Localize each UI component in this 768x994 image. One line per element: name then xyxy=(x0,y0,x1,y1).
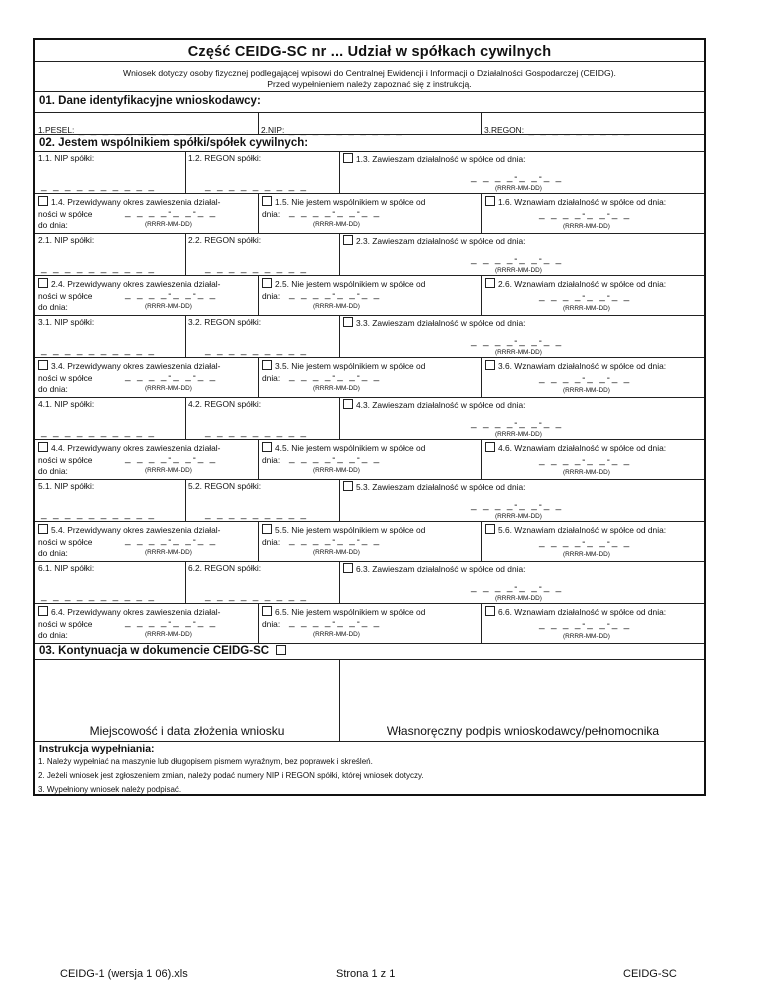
resume-checkbox[interactable] xyxy=(485,442,495,452)
suspend-date-input[interactable]: _ _ _ _-_ _-_ _ xyxy=(471,500,564,511)
suspend-label: 1.3. Zawieszam działalność w spółce od dnia: xyxy=(356,154,526,164)
resume-checkbox[interactable] xyxy=(485,524,495,534)
not-partner-option[interactable] xyxy=(262,442,425,453)
partnership-nip-input[interactable]: _ _ _ _ _ _ _ _ _ _ xyxy=(41,345,156,356)
date-format-hint: (RRRR-MM-DD) xyxy=(145,549,192,556)
suspend-checkbox[interactable] xyxy=(343,481,353,491)
regon-field[interactable] xyxy=(484,120,631,138)
suspend-label: 5.3. Zawieszam działalność w spółce od dnia: xyxy=(356,482,526,492)
not-partner-date-input[interactable]: _ _ _ _-_ _-_ _ xyxy=(289,207,382,218)
not-partner-checkbox[interactable] xyxy=(262,442,272,452)
partnership-nip-label: 1.1. NIP spółki: xyxy=(38,153,95,163)
pesel-label: 1.PESEL: xyxy=(38,125,75,135)
date-format-hint: (RRRR-MM-DD) xyxy=(313,549,360,556)
date-format-hint: (RRRR-MM-DD) xyxy=(313,385,360,392)
date-format-hint: (RRRR-MM-DD) xyxy=(145,385,192,392)
suspend-activity-option[interactable] xyxy=(343,481,525,492)
date-format-hint: (RRRR-MM-DD) xyxy=(495,431,542,438)
divider xyxy=(185,233,186,275)
signature-field[interactable]: Własnoręczny podpis wnioskodawcy/pełnomocnika xyxy=(386,724,660,738)
divider xyxy=(35,741,704,742)
suspend-label: 2.3. Zawieszam działalność w spółce od dnia: xyxy=(356,236,526,246)
partnership-nip-label: 6.1. NIP spółki: xyxy=(38,563,95,573)
suspension-period-checkbox[interactable] xyxy=(38,524,48,534)
resume-checkbox[interactable] xyxy=(485,606,495,616)
suspension-period-label: 4.4. Przewidywany okres zawieszenia działal- xyxy=(51,443,221,453)
not-partner-checkbox[interactable] xyxy=(262,360,272,370)
divider xyxy=(35,561,704,562)
partnership-nip-input[interactable]: _ _ _ _ _ _ _ _ _ _ xyxy=(41,181,156,192)
suspension-period-label: 5.4. Przewidywany okres zawieszenia działal- xyxy=(51,525,221,535)
suspension-period-option[interactable] xyxy=(38,442,220,453)
pesel-blanks: _ _ _ _ _ _ _ _ _ _ _ xyxy=(78,125,206,136)
divider xyxy=(35,357,704,358)
form-description: Wniosek dotyczy osoby fizycznej podlegającej wpisowi do Centralnej Ewidencji i Informacji o Działalności Gospodarczej (CEIDG). xyxy=(123,68,616,78)
divider xyxy=(35,603,704,604)
partnership-nip-input[interactable]: _ _ _ _ _ _ _ _ _ _ xyxy=(41,427,156,438)
date-format-hint: (RRRR-MM-DD) xyxy=(563,387,610,394)
suspension-end-date-input[interactable]: _ _ _ _-_ _-_ _ xyxy=(125,453,218,464)
divider xyxy=(258,112,259,134)
suspension-period-option[interactable] xyxy=(38,360,220,371)
suspension-period-option[interactable] xyxy=(38,196,220,207)
resume-date-input[interactable]: _ _ _ _-_ _-_ _ xyxy=(539,209,632,220)
section-03-label: 03. Kontynuacja w dokumencie CEIDG-SC xyxy=(39,645,270,657)
divider xyxy=(35,275,704,276)
partnership-regon-input[interactable]: _ _ _ _ _ _ _ _ _ xyxy=(205,509,308,520)
divider xyxy=(35,439,704,440)
partnership-regon-input[interactable]: _ _ _ _ _ _ _ _ _ xyxy=(205,591,308,602)
section-03-heading xyxy=(39,645,289,657)
regon-blanks: _ _ _ _ _ _ _ _ _ xyxy=(528,125,632,136)
divider xyxy=(35,315,704,316)
divider xyxy=(339,479,340,521)
suspension-period-label-cont: ności w spółce xyxy=(38,373,93,383)
pesel-field[interactable] xyxy=(38,120,206,138)
suspension-period-label: 2.4. Przewidywany okres zawieszenia działal- xyxy=(51,279,221,289)
date-format-hint: (RRRR-MM-DD) xyxy=(495,513,542,520)
regon-label: 3.REGON: xyxy=(484,125,525,135)
date-format-hint: (RRRR-MM-DD) xyxy=(563,305,610,312)
partnership-nip-input[interactable]: _ _ _ _ _ _ _ _ _ _ xyxy=(41,591,156,602)
suspension-period-label-cont: do dnia: xyxy=(38,384,68,394)
divider xyxy=(35,233,704,234)
suspend-checkbox[interactable] xyxy=(343,153,353,163)
date-format-hint: (RRRR-MM-DD) xyxy=(495,349,542,356)
suspend-date-input[interactable]: _ _ _ _-_ _-_ _ xyxy=(471,336,564,347)
resume-activity-option[interactable] xyxy=(485,524,666,535)
partnership-nip-label: 5.1. NIP spółki: xyxy=(38,481,95,491)
resume-label: 4.6. Wznawiam działalność w spółce od dnia: xyxy=(498,443,667,453)
resume-label: 6.6. Wznawiam działalność w spółce od dnia: xyxy=(498,607,667,617)
partnership-regon-input[interactable]: _ _ _ _ _ _ _ _ _ xyxy=(205,181,308,192)
divider xyxy=(185,397,186,439)
partnership-regon-label: 3.2. REGON spółki: xyxy=(188,317,262,327)
partnership-regon-label: 5.2. REGON spółki: xyxy=(188,481,262,491)
divider xyxy=(339,561,340,603)
partnership-regon-label: 2.2. REGON spółki: xyxy=(188,235,262,245)
instruction-item: 2. Jeżeli wniosek jest zgłoszeniem zmian, należy podać numery NIP i REGON spółki, której wniosek dotyczy. xyxy=(38,771,424,780)
resume-activity-option[interactable] xyxy=(485,360,666,371)
ceidg-sc-form xyxy=(33,38,706,796)
divider xyxy=(35,151,704,152)
not-partner-option[interactable] xyxy=(262,606,425,617)
suspend-activity-option[interactable] xyxy=(343,399,525,410)
not-partner-option[interactable] xyxy=(262,196,425,207)
divider xyxy=(481,275,482,315)
divider xyxy=(481,357,482,397)
suspend-label: 6.3. Zawieszam działalność w spółce od dnia: xyxy=(356,564,526,574)
not-partner-label: 3.5. Nie jestem wspólnikiem w spółce od xyxy=(275,361,426,371)
resume-label: 5.6. Wznawiam działalność w spółce od dnia: xyxy=(498,525,667,535)
not-partner-checkbox[interactable] xyxy=(262,278,272,288)
date-format-hint: (RRRR-MM-DD) xyxy=(313,467,360,474)
date-format-hint: (RRRR-MM-DD) xyxy=(563,633,610,640)
footer-page-number: Strona 1 z 1 xyxy=(336,968,396,980)
not-partner-option[interactable] xyxy=(262,360,425,371)
nip-blanks: _ _ _ _ _ _ _ _ _ _ xyxy=(288,125,404,136)
not-partner-date-input[interactable]: _ _ _ _-_ _-_ _ xyxy=(289,535,382,546)
divider xyxy=(258,275,259,315)
suspension-end-date-input[interactable]: _ _ _ _-_ _-_ _ xyxy=(125,617,218,628)
suspend-activity-option[interactable] xyxy=(343,317,525,328)
divider xyxy=(481,603,482,643)
suspend-date-input[interactable]: _ _ _ _-_ _-_ _ xyxy=(471,254,564,265)
instructions-heading: Instrukcja wypełniania: xyxy=(39,743,155,755)
suspension-period-label-cont: ności w spółce xyxy=(38,291,93,301)
divider xyxy=(35,193,704,194)
form-instruction-note: Przed wypełnieniem należy zapoznać się z instrukcją. xyxy=(267,79,472,89)
divider xyxy=(339,233,340,275)
date-format-hint: (RRRR-MM-DD) xyxy=(145,631,192,638)
divider xyxy=(481,112,482,134)
divider xyxy=(35,479,704,480)
divider xyxy=(339,315,340,357)
not-partner-date-input[interactable]: _ _ _ _-_ _-_ _ xyxy=(289,617,382,628)
suspension-period-checkbox[interactable] xyxy=(38,278,48,288)
date-format-hint: (RRRR-MM-DD) xyxy=(495,185,542,192)
date-format-hint: (RRRR-MM-DD) xyxy=(145,221,192,228)
date-format-hint: (RRRR-MM-DD) xyxy=(563,223,610,230)
suspension-period-checkbox[interactable] xyxy=(38,606,48,616)
divider xyxy=(35,659,704,660)
nip-label: 2.NIP: xyxy=(261,125,285,135)
suspension-period-option[interactable] xyxy=(38,606,220,617)
resume-date-input[interactable]: _ _ _ _-_ _-_ _ xyxy=(539,619,632,630)
suspension-end-date-input[interactable]: _ _ _ _-_ _-_ _ xyxy=(125,535,218,546)
divider xyxy=(185,479,186,521)
date-format-hint: (RRRR-MM-DD) xyxy=(313,221,360,228)
date-format-hint: (RRRR-MM-DD) xyxy=(563,551,610,558)
date-format-hint: (RRRR-MM-DD) xyxy=(563,469,610,476)
divider xyxy=(481,521,482,561)
resume-date-input[interactable]: _ _ _ _-_ _-_ _ xyxy=(539,373,632,384)
suspension-period-label: 6.4. Przewidywany okres zawieszenia działal- xyxy=(51,607,221,617)
instruction-item: 1. Należy wypełniać na maszynie lub długopisem pismem wyraźnym, bez poprawek i skreśleń. xyxy=(38,757,373,766)
divider xyxy=(258,193,259,233)
date-format-hint: (RRRR-MM-DD) xyxy=(145,303,192,310)
suspension-end-date-input[interactable]: _ _ _ _-_ _-_ _ xyxy=(125,207,218,218)
form-title: Część CEIDG-SC nr ... Udział w spółkach cywilnych xyxy=(187,44,552,60)
resume-date-input[interactable]: _ _ _ _-_ _-_ _ xyxy=(539,291,632,302)
partnership-regon-input[interactable]: _ _ _ _ _ _ _ _ _ xyxy=(205,263,308,274)
divider xyxy=(258,439,259,479)
suspension-period-label-cont: ności w spółce xyxy=(38,619,93,629)
instruction-item: 3. Wypełniony wniosek należy podpisać. xyxy=(38,785,182,794)
suspension-period-label: 1.4. Przewidywany okres zawieszenia działal- xyxy=(51,197,221,207)
section-01-heading: 01. Dane identyfikacyjne wnioskodawcy: xyxy=(39,95,261,107)
suspension-period-label-cont: do dnia: xyxy=(38,548,68,558)
not-partner-label-cont: dnia: xyxy=(262,619,281,629)
suspension-period-label: 3.4. Przewidywany okres zawieszenia działal- xyxy=(51,361,221,371)
suspend-checkbox[interactable] xyxy=(343,563,353,573)
resume-checkbox[interactable] xyxy=(485,360,495,370)
divider xyxy=(185,315,186,357)
partnership-nip-input[interactable]: _ _ _ _ _ _ _ _ _ _ xyxy=(41,509,156,520)
divider xyxy=(35,61,704,62)
resume-label: 3.6. Wznawiam działalność w spółce od dnia: xyxy=(498,361,667,371)
partnership-regon-label: 6.2. REGON spółki: xyxy=(188,563,262,573)
not-partner-label-cont: dnia: xyxy=(262,291,281,301)
resume-date-input[interactable]: _ _ _ _-_ _-_ _ xyxy=(539,537,632,548)
resume-label: 1.6. Wznawiam działalność w spółce od dnia: xyxy=(498,197,667,207)
not-partner-checkbox[interactable] xyxy=(262,196,272,206)
suspend-label: 4.3. Zawieszam działalność w spółce od dnia: xyxy=(356,400,526,410)
suspension-period-checkbox[interactable] xyxy=(38,360,48,370)
suspend-checkbox[interactable] xyxy=(343,235,353,245)
suspend-date-input[interactable]: _ _ _ _-_ _-_ _ xyxy=(471,172,564,183)
date-format-hint: (RRRR-MM-DD) xyxy=(313,631,360,638)
suspend-activity-option[interactable] xyxy=(343,563,525,574)
suspend-activity-option[interactable] xyxy=(343,235,525,246)
divider xyxy=(185,151,186,193)
partnership-nip-label: 4.1. NIP spółki: xyxy=(38,399,95,409)
date-format-hint: (RRRR-MM-DD) xyxy=(145,467,192,474)
suspension-period-label-cont: do dnia: xyxy=(38,630,68,640)
footer-form-code: CEIDG-SC xyxy=(623,968,677,980)
suspension-period-label-cont: do dnia: xyxy=(38,220,68,230)
section-02-heading: 02. Jestem wspólnikiem spółki/spółek cywilnych: xyxy=(39,137,309,149)
partnership-regon-input[interactable]: _ _ _ _ _ _ _ _ _ xyxy=(205,345,308,356)
not-partner-label: 2.5. Nie jestem wspólnikiem w spółce od xyxy=(275,279,426,289)
divider xyxy=(481,193,482,233)
not-partner-label-cont: dnia: xyxy=(262,373,281,383)
resume-date-input[interactable]: _ _ _ _-_ _-_ _ xyxy=(539,455,632,466)
divider xyxy=(35,521,704,522)
suspension-period-checkbox[interactable] xyxy=(38,196,48,206)
divider xyxy=(339,151,340,193)
partnership-nip-input[interactable]: _ _ _ _ _ _ _ _ _ _ xyxy=(41,263,156,274)
not-partner-label: 6.5. Nie jestem wspólnikiem w spółce od xyxy=(275,607,426,617)
not-partner-option[interactable] xyxy=(262,278,425,289)
not-partner-date-input[interactable]: _ _ _ _-_ _-_ _ xyxy=(289,371,382,382)
not-partner-label-cont: dnia: xyxy=(262,537,281,547)
nip-field[interactable] xyxy=(261,120,404,138)
date-format-hint: (RRRR-MM-DD) xyxy=(313,303,360,310)
not-partner-date-input[interactable]: _ _ _ _-_ _-_ _ xyxy=(289,289,382,300)
not-partner-label: 4.5. Nie jestem wspólnikiem w spółce od xyxy=(275,443,426,453)
footer-filename: CEIDG-1 (wersja 1 06).xls xyxy=(60,968,188,980)
resume-checkbox[interactable] xyxy=(485,196,495,206)
suspend-checkbox[interactable] xyxy=(343,317,353,327)
divider xyxy=(35,397,704,398)
resume-checkbox[interactable] xyxy=(485,278,495,288)
not-partner-checkbox[interactable] xyxy=(262,606,272,616)
partnership-regon-label: 4.2. REGON spółki: xyxy=(188,399,262,409)
not-partner-option[interactable] xyxy=(262,524,425,535)
divider xyxy=(258,357,259,397)
suspension-period-checkbox[interactable] xyxy=(38,442,48,452)
suspension-period-label-cont: ności w spółce xyxy=(38,537,93,547)
not-partner-checkbox[interactable] xyxy=(262,524,272,534)
partnership-nip-label: 2.1. NIP spółki: xyxy=(38,235,95,245)
resume-activity-option[interactable] xyxy=(485,196,666,207)
divider xyxy=(185,561,186,603)
resume-label: 2.6. Wznawiam działalność w spółce od dnia: xyxy=(498,279,667,289)
suspend-activity-option[interactable] xyxy=(343,153,525,164)
suspend-label: 3.3. Zawieszam działalność w spółce od dnia: xyxy=(356,318,526,328)
partnership-regon-input[interactable]: _ _ _ _ _ _ _ _ _ xyxy=(205,427,308,438)
suspension-period-option[interactable] xyxy=(38,524,220,535)
suspend-date-input[interactable]: _ _ _ _-_ _-_ _ xyxy=(471,582,564,593)
suspension-period-option[interactable] xyxy=(38,278,220,289)
divider xyxy=(35,91,704,92)
divider xyxy=(258,521,259,561)
divider xyxy=(35,134,704,135)
divider xyxy=(339,397,340,439)
resume-activity-option[interactable] xyxy=(485,442,666,453)
suspension-period-label-cont: do dnia: xyxy=(38,302,68,312)
resume-activity-option[interactable] xyxy=(485,606,666,617)
continuation-checkbox[interactable] xyxy=(276,645,286,655)
not-partner-label-cont: dnia: xyxy=(262,455,281,465)
resume-activity-option[interactable] xyxy=(485,278,666,289)
suspension-end-date-input[interactable]: _ _ _ _-_ _-_ _ xyxy=(125,371,218,382)
not-partner-date-input[interactable]: _ _ _ _-_ _-_ _ xyxy=(289,453,382,464)
suspension-period-label-cont: ności w spółce xyxy=(38,209,93,219)
place-date-field[interactable]: Miejscowość i data złożenia wniosku xyxy=(89,724,285,738)
date-format-hint: (RRRR-MM-DD) xyxy=(495,595,542,602)
divider xyxy=(481,439,482,479)
divider xyxy=(258,603,259,643)
date-format-hint: (RRRR-MM-DD) xyxy=(495,267,542,274)
not-partner-label: 1.5. Nie jestem wspólnikiem w spółce od xyxy=(275,197,426,207)
partnership-regon-label: 1.2. REGON spółki: xyxy=(188,153,262,163)
suspend-checkbox[interactable] xyxy=(343,399,353,409)
not-partner-label-cont: dnia: xyxy=(262,209,281,219)
divider xyxy=(35,643,704,644)
suspension-end-date-input[interactable]: _ _ _ _-_ _-_ _ xyxy=(125,289,218,300)
partnership-nip-label: 3.1. NIP spółki: xyxy=(38,317,95,327)
divider xyxy=(35,112,704,113)
not-partner-label: 5.5. Nie jestem wspólnikiem w spółce od xyxy=(275,525,426,535)
suspension-period-label-cont: do dnia: xyxy=(38,466,68,476)
suspension-period-label-cont: ności w spółce xyxy=(38,455,93,465)
suspend-date-input[interactable]: _ _ _ _-_ _-_ _ xyxy=(471,418,564,429)
